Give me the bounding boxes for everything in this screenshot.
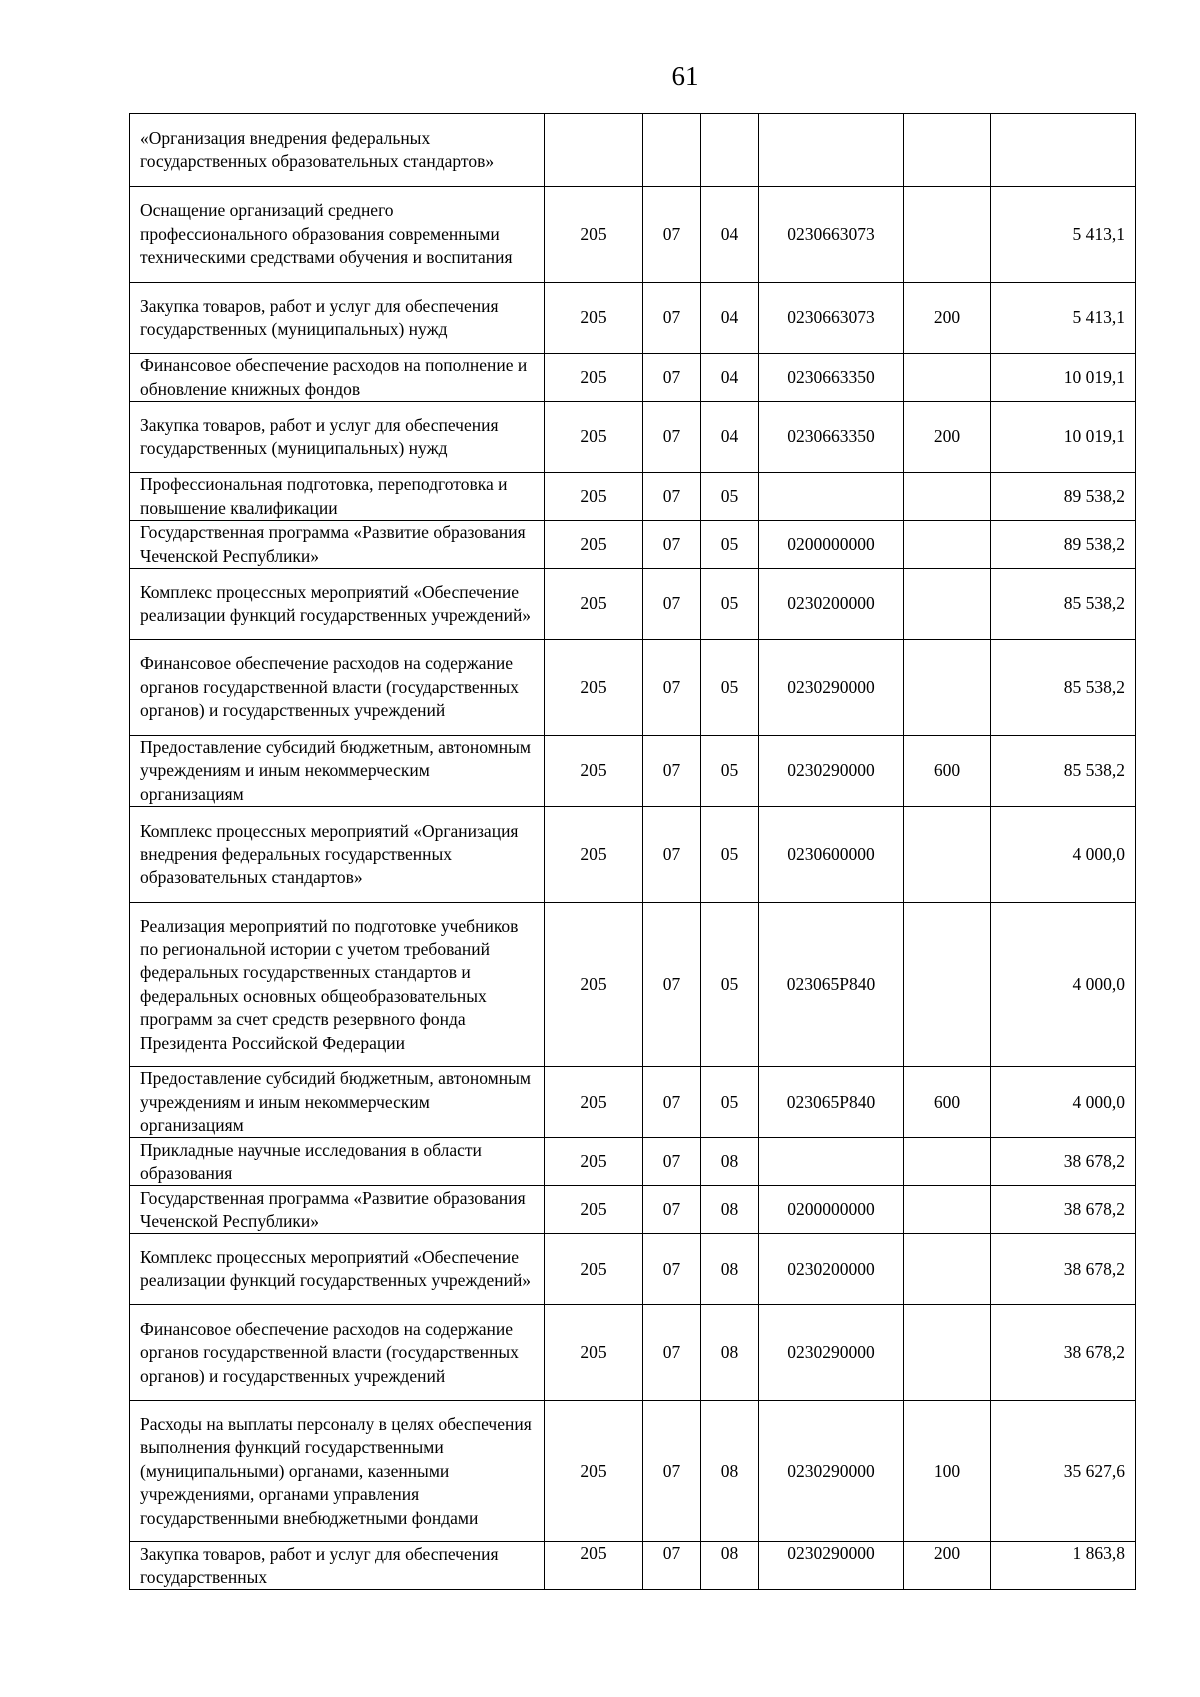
row-name-cell: Финансовое обеспечение расходов на пополнение и обновление книжных фондов <box>130 354 545 402</box>
expense-type-cell: 200 <box>904 402 991 473</box>
amount-cell: 10 019,1 <box>991 402 1136 473</box>
target-article-cell: 0230290000 <box>759 1305 904 1401</box>
row-name-cell: Комплекс процессных мероприятий «Организация внедрения федеральных государственных образовательных стандартов» <box>130 807 545 903</box>
section-cell: 07 <box>643 1542 701 1590</box>
subsection-cell: 08 <box>701 1401 759 1542</box>
grbs-cell: 205 <box>545 640 643 736</box>
amount-cell: 4 000,0 <box>991 1067 1136 1138</box>
amount-cell: 5 413,1 <box>991 283 1136 354</box>
grbs-cell: 205 <box>545 903 643 1067</box>
expense-type-cell <box>904 1234 991 1305</box>
target-article-cell: 0230663350 <box>759 354 904 402</box>
target-article-cell: 023065Р840 <box>759 1067 904 1138</box>
grbs-cell: 205 <box>545 1305 643 1401</box>
section-cell <box>643 114 701 187</box>
table-row <box>130 1186 1136 1234</box>
expense-type-cell <box>904 114 991 187</box>
grbs-cell: 205 <box>545 402 643 473</box>
subsection-cell: 05 <box>701 736 759 807</box>
row-name-cell: Предоставление субсидий бюджетным, автономным учреждениям и иным некоммерческим организациям <box>130 1067 545 1138</box>
target-article-cell: 0230600000 <box>759 807 904 903</box>
amount-cell: 5 413,1 <box>991 187 1136 283</box>
subsection-cell: 05 <box>701 807 759 903</box>
target-article-cell: 0230290000 <box>759 736 904 807</box>
grbs-cell: 205 <box>545 569 643 640</box>
subsection-cell: 05 <box>701 640 759 736</box>
expense-type-cell <box>904 1186 991 1234</box>
subsection-cell <box>701 114 759 187</box>
amount-cell: 38 678,2 <box>991 1186 1136 1234</box>
row-name-cell: Закупка товаров, работ и услуг для обеспечения государственных <box>130 1542 545 1590</box>
row-name-cell: Оснащение организаций среднего профессионального образования современными техническими средствами обучения и воспитания <box>130 187 545 283</box>
target-article-cell: 0230663350 <box>759 402 904 473</box>
amount-cell: 4 000,0 <box>991 903 1136 1067</box>
grbs-cell: 205 <box>545 1138 643 1186</box>
row-name-cell: Расходы на выплаты персоналу в целях обеспечения выполнения функций государственными (муниципальными) органами, казенными учреждениями, органами управления государственными внебюджетными фондами <box>130 1401 545 1542</box>
table-row <box>130 1305 1136 1401</box>
amount-cell: 4 000,0 <box>991 807 1136 903</box>
expense-type-cell <box>904 903 991 1067</box>
expense-type-cell <box>904 187 991 283</box>
table-row <box>130 1067 1136 1138</box>
subsection-cell: 08 <box>701 1138 759 1186</box>
table-row <box>130 640 1136 736</box>
section-cell: 07 <box>643 354 701 402</box>
expense-type-cell <box>904 569 991 640</box>
expense-type-cell <box>904 807 991 903</box>
budget-table <box>129 113 1136 1590</box>
expense-type-cell <box>904 1138 991 1186</box>
target-article-cell: 0230200000 <box>759 1234 904 1305</box>
subsection-cell: 04 <box>701 283 759 354</box>
subsection-cell: 05 <box>701 569 759 640</box>
grbs-cell: 205 <box>545 807 643 903</box>
grbs-cell <box>545 114 643 187</box>
row-name-cell: Закупка товаров, работ и услуг для обеспечения государственных (муниципальных) нужд <box>130 402 545 473</box>
section-cell: 07 <box>643 1067 701 1138</box>
target-article-cell: 0230663073 <box>759 283 904 354</box>
table-row <box>130 736 1136 807</box>
subsection-cell: 08 <box>701 1542 759 1590</box>
amount-cell: 85 538,2 <box>991 569 1136 640</box>
grbs-cell: 205 <box>545 354 643 402</box>
target-article-cell: 0200000000 <box>759 521 904 569</box>
amount-cell: 85 538,2 <box>991 736 1136 807</box>
section-cell: 07 <box>643 283 701 354</box>
row-name-cell: Прикладные научные исследования в области образования <box>130 1138 545 1186</box>
table-row <box>130 187 1136 283</box>
expense-type-cell: 200 <box>904 1542 991 1590</box>
amount-cell: 89 538,2 <box>991 521 1136 569</box>
target-article-cell: 0230200000 <box>759 569 904 640</box>
grbs-cell: 205 <box>545 736 643 807</box>
expense-type-cell <box>904 640 991 736</box>
section-cell: 07 <box>643 521 701 569</box>
expense-type-cell <box>904 473 991 521</box>
section-cell: 07 <box>643 1138 701 1186</box>
table-row <box>130 1234 1136 1305</box>
section-cell: 07 <box>643 807 701 903</box>
section-cell: 07 <box>643 903 701 1067</box>
section-cell: 07 <box>643 402 701 473</box>
subsection-cell: 04 <box>701 402 759 473</box>
table-row <box>130 1138 1136 1186</box>
target-article-cell <box>759 1138 904 1186</box>
subsection-cell: 05 <box>701 473 759 521</box>
section-cell: 07 <box>643 640 701 736</box>
row-name-cell: Закупка товаров, работ и услуг для обеспечения государственных (муниципальных) нужд <box>130 283 545 354</box>
section-cell: 07 <box>643 736 701 807</box>
grbs-cell: 205 <box>545 1186 643 1234</box>
amount-cell: 89 538,2 <box>991 473 1136 521</box>
row-name-cell: Предоставление субсидий бюджетным, автономным учреждениям и иным некоммерческим организациям <box>130 736 545 807</box>
table-row <box>130 521 1136 569</box>
row-name-cell: Государственная программа «Развитие образования Чеченской Республики» <box>130 1186 545 1234</box>
amount-cell: 38 678,2 <box>991 1305 1136 1401</box>
amount-cell: 38 678,2 <box>991 1234 1136 1305</box>
expense-type-cell: 200 <box>904 283 991 354</box>
table-row <box>130 354 1136 402</box>
grbs-cell: 205 <box>545 1234 643 1305</box>
grbs-cell: 205 <box>545 521 643 569</box>
row-name-cell: Профессиональная подготовка, переподготовка и повышение квалификации <box>130 473 545 521</box>
subsection-cell: 04 <box>701 354 759 402</box>
expense-type-cell: 100 <box>904 1401 991 1542</box>
subsection-cell: 05 <box>701 903 759 1067</box>
target-article-cell: 0230663073 <box>759 187 904 283</box>
row-name-cell: Финансовое обеспечение расходов на содержание органов государственной власти (государственных органов) и государственных учреждений <box>130 1305 545 1401</box>
amount-cell: 35 627,6 <box>991 1401 1136 1542</box>
table-row <box>130 903 1136 1067</box>
row-name-cell: Государственная программа «Развитие образования Чеченской Республики» <box>130 521 545 569</box>
grbs-cell: 205 <box>545 473 643 521</box>
target-article-cell: 023065Р840 <box>759 903 904 1067</box>
subsection-cell: 08 <box>701 1234 759 1305</box>
expense-type-cell <box>904 1305 991 1401</box>
target-article-cell: 0200000000 <box>759 1186 904 1234</box>
table-row <box>130 569 1136 640</box>
grbs-cell: 205 <box>545 1542 643 1590</box>
row-name-cell: «Организация внедрения федеральных государственных образовательных стандартов» <box>130 114 545 187</box>
amount-cell: 38 678,2 <box>991 1138 1136 1186</box>
section-cell: 07 <box>643 1401 701 1542</box>
table-row <box>130 283 1136 354</box>
row-name-cell: Реализация мероприятий по подготовке учебников по региональной истории с учетом требований федеральных государственных стандартов и федеральных основных общеобразовательных программ за счет средств резервного фонда Президента Российской Федерации <box>130 903 545 1067</box>
amount-cell: 10 019,1 <box>991 354 1136 402</box>
grbs-cell: 205 <box>545 283 643 354</box>
amount-cell <box>991 114 1136 187</box>
section-cell: 07 <box>643 187 701 283</box>
row-name-cell: Комплекс процессных мероприятий «Обеспечение реализации функций государственных учреждений» <box>130 1234 545 1305</box>
section-cell: 07 <box>643 1186 701 1234</box>
amount-cell: 1 863,8 <box>991 1542 1136 1590</box>
subsection-cell: 08 <box>701 1305 759 1401</box>
grbs-cell: 205 <box>545 1067 643 1138</box>
row-name-cell: Комплекс процессных мероприятий «Обеспечение реализации функций государственных учреждений» <box>130 569 545 640</box>
subsection-cell: 05 <box>701 521 759 569</box>
table-row <box>130 402 1136 473</box>
table-row <box>130 807 1136 903</box>
expense-type-cell: 600 <box>904 1067 991 1138</box>
target-article-cell <box>759 114 904 187</box>
expense-type-cell <box>904 521 991 569</box>
amount-cell: 85 538,2 <box>991 640 1136 736</box>
section-cell: 07 <box>643 1234 701 1305</box>
target-article-cell: 0230290000 <box>759 1401 904 1542</box>
grbs-cell: 205 <box>545 187 643 283</box>
expense-type-cell: 600 <box>904 736 991 807</box>
table-row <box>130 1401 1136 1542</box>
table-row <box>130 473 1136 521</box>
row-name-cell: Финансовое обеспечение расходов на содержание органов государственной власти (государственных органов) и государственных учреждений <box>130 640 545 736</box>
target-article-cell: 0230290000 <box>759 640 904 736</box>
table-row <box>130 1542 1136 1590</box>
subsection-cell: 08 <box>701 1186 759 1234</box>
section-cell: 07 <box>643 473 701 521</box>
section-cell: 07 <box>643 569 701 640</box>
section-cell: 07 <box>643 1305 701 1401</box>
target-article-cell: 0230290000 <box>759 1542 904 1590</box>
subsection-cell: 05 <box>701 1067 759 1138</box>
table-row <box>130 114 1136 187</box>
page-number: 61 <box>671 61 699 91</box>
grbs-cell: 205 <box>545 1401 643 1542</box>
target-article-cell <box>759 473 904 521</box>
subsection-cell: 04 <box>701 187 759 283</box>
expense-type-cell <box>904 354 991 402</box>
